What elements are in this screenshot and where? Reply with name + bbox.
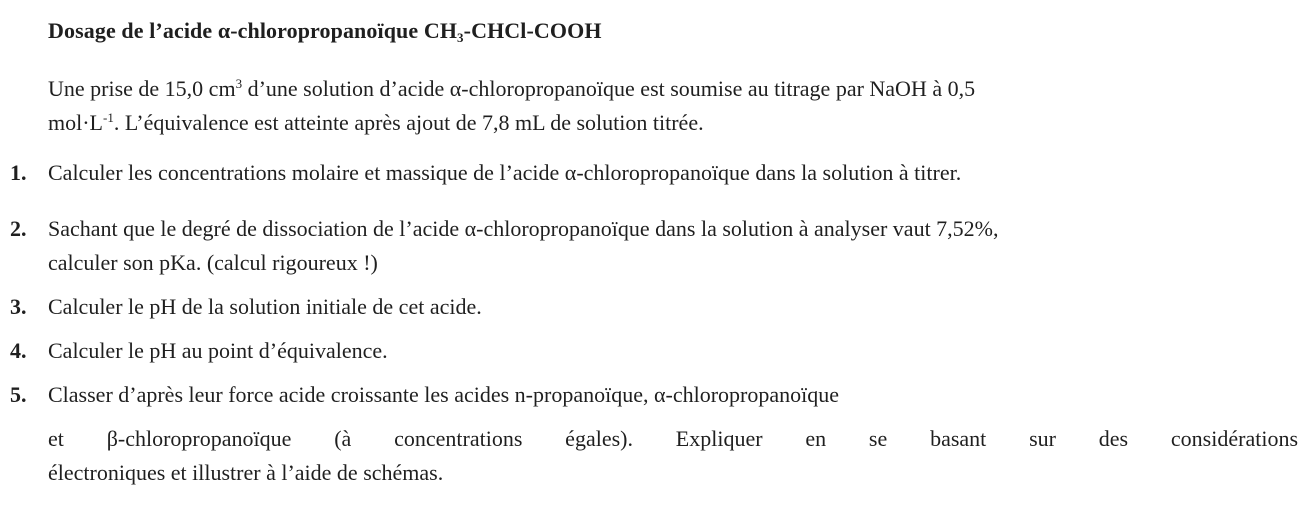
question-4 [10, 334, 1300, 368]
question-5-number: 5. [10, 382, 27, 407]
intro-paragraph [48, 72, 1298, 140]
question-4-number: 4. [10, 338, 27, 363]
question-5-line-2: et β-chloropropanoïque (à concentrations égales). Expliquer en se basant sur des considérations [48, 426, 1298, 451]
question-2-line-1: Sachant que le degré de dissociation de l’acide α-chloropropanoïque dans la solution à analyser vaut 7,52%, [48, 216, 999, 241]
question-4-line-1: Calculer le pH au point d’équivalence. [48, 338, 388, 363]
intro-line-2-a: mol·L [48, 110, 103, 135]
question-2 [10, 212, 1300, 280]
question-1-text [48, 156, 1300, 190]
intro-line-2 [48, 106, 1298, 140]
question-2-text [48, 212, 1300, 280]
question-2-line-2: calculer son pKa. (calcul rigoureux !) [48, 250, 378, 275]
question-5-line-1: Classer d’après leur force acide croissante les acides n-propanoïque, α-chloropropanoïque [48, 382, 839, 407]
document-title [48, 18, 602, 44]
title-main: Dosage de l’acide α-chloropropanoïque CH [48, 18, 458, 43]
question-3 [10, 290, 1300, 324]
intro-line-1-a: Une prise de 15,0 cm [48, 76, 236, 101]
title-subscript: 3 [457, 30, 464, 45]
intro-line-2-b: . L’équivalence est atteinte après ajout de 7,8 mL de solution titrée. [113, 110, 704, 135]
intro-line-1 [48, 72, 1298, 106]
question-4-text [48, 334, 1300, 368]
question-5-line-3: électroniques et illustrer à l’aide de schémas. [48, 460, 444, 485]
intro-line-1-b: d’une solution d’acide α-chloropropanoïque est soumise au titrage par NaOH à 0,5 [242, 76, 976, 101]
intro-line-2-superscript: -1 [103, 110, 114, 125]
intro-line-1-superscript: 3 [235, 76, 243, 91]
question-1 [10, 156, 1300, 190]
question-1-number: 1. [10, 160, 27, 185]
question-3-text [48, 290, 1300, 324]
question-1-line-1: Calculer les concentrations molaire et massique de l’acide α-chloropropanoïque dans la solution à titrer. [48, 160, 962, 185]
question-2-number: 2. [10, 216, 27, 241]
question-5-text [48, 378, 1300, 490]
question-3-line-1: Calculer le pH de la solution initiale de cet acide. [48, 294, 482, 319]
question-5 [10, 378, 1300, 490]
title-rest: -CHCl-COOH [463, 18, 602, 43]
question-3-number: 3. [10, 294, 27, 319]
